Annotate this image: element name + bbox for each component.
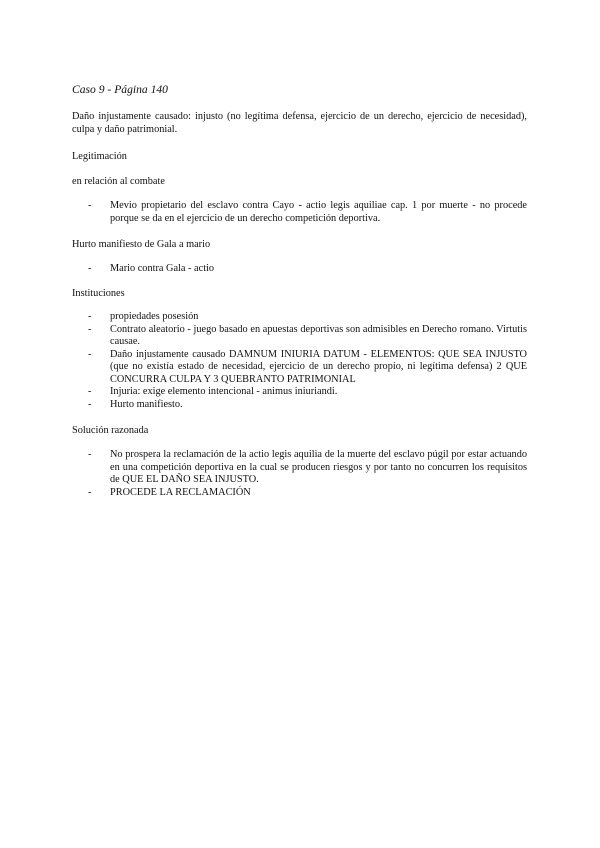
dash-bullet: - — [88, 398, 92, 410]
section-heading-instituciones: Instituciones — [72, 288, 125, 299]
list-item: - Injuria: exige elemento intencional - animus iniuriandi. — [88, 386, 338, 397]
dash-bullet: - — [88, 200, 92, 211]
dash-bullet: - — [88, 311, 92, 322]
list-item: - propiedades posesión — [88, 311, 199, 322]
dash-bullet: - — [88, 263, 92, 274]
list-item: - Mevio propietario del esclavo contra Cayo - actio legis aquiliae cap. 1 por muerte - no procede porque se da en el ejercicio de un derecho competición deportiva. — [88, 200, 527, 224]
section-subheading-combate: en relación al combate — [72, 176, 165, 187]
intro-paragraph: Daño injustamente causado: injusto (no legítima defensa, ejercicio de un derecho, ejercicio de necesidad), culpa y daño patrimonial. — [72, 111, 527, 136]
list-hurto — [72, 263, 527, 276]
page-title: Caso 9 - Página 140 — [72, 83, 168, 96]
dash-bullet: - — [88, 348, 92, 360]
section-heading-legitimacion: Legitimación — [72, 151, 127, 162]
list-instituciones — [72, 311, 527, 411]
dash-bullet: - — [88, 386, 92, 397]
dash-bullet: - — [88, 323, 92, 335]
list-item: - Hurto manifiesto. — [88, 398, 183, 410]
list-solucion — [72, 449, 527, 499]
section-heading-solucion: Solución razonada — [72, 425, 149, 436]
section-heading-hurto: Hurto manifiesto de Gala a mario — [72, 239, 211, 250]
list-item: - Daño injustamente causado DAMNUM INIURIA DATUM - ELEMENTOS: QUE SEA INJUSTO (que no existía estado de necesidad, ejercicio de un derecho propio, ni legítima defensa) 2 QUE CONCURRA CULPA Y 3 QUEBRANTO PATRIMONIAL — [88, 348, 527, 385]
list-item: - PROCEDE LA RECLAMACIÓN — [88, 486, 251, 498]
list-item: - No prospera la reclamación de la actio legis aquilia de la muerte del esclavo púgil por estar actuando en una competición deportiva en la cual se producen riesgos y por tanto no concurren los requisitos de QUE EL DAÑO SEA INJUSTO. — [88, 449, 527, 485]
dash-bullet: - — [88, 486, 92, 498]
list-item: - Mario contra Gala - actio — [88, 263, 215, 274]
list-legitimacion — [72, 200, 527, 225]
list-item: - Contrato aleatorio - juego basado en apuestas deportivas son admisibles en Derecho romano. Virtutis causae. — [88, 323, 527, 347]
dash-bullet: - — [88, 449, 92, 460]
